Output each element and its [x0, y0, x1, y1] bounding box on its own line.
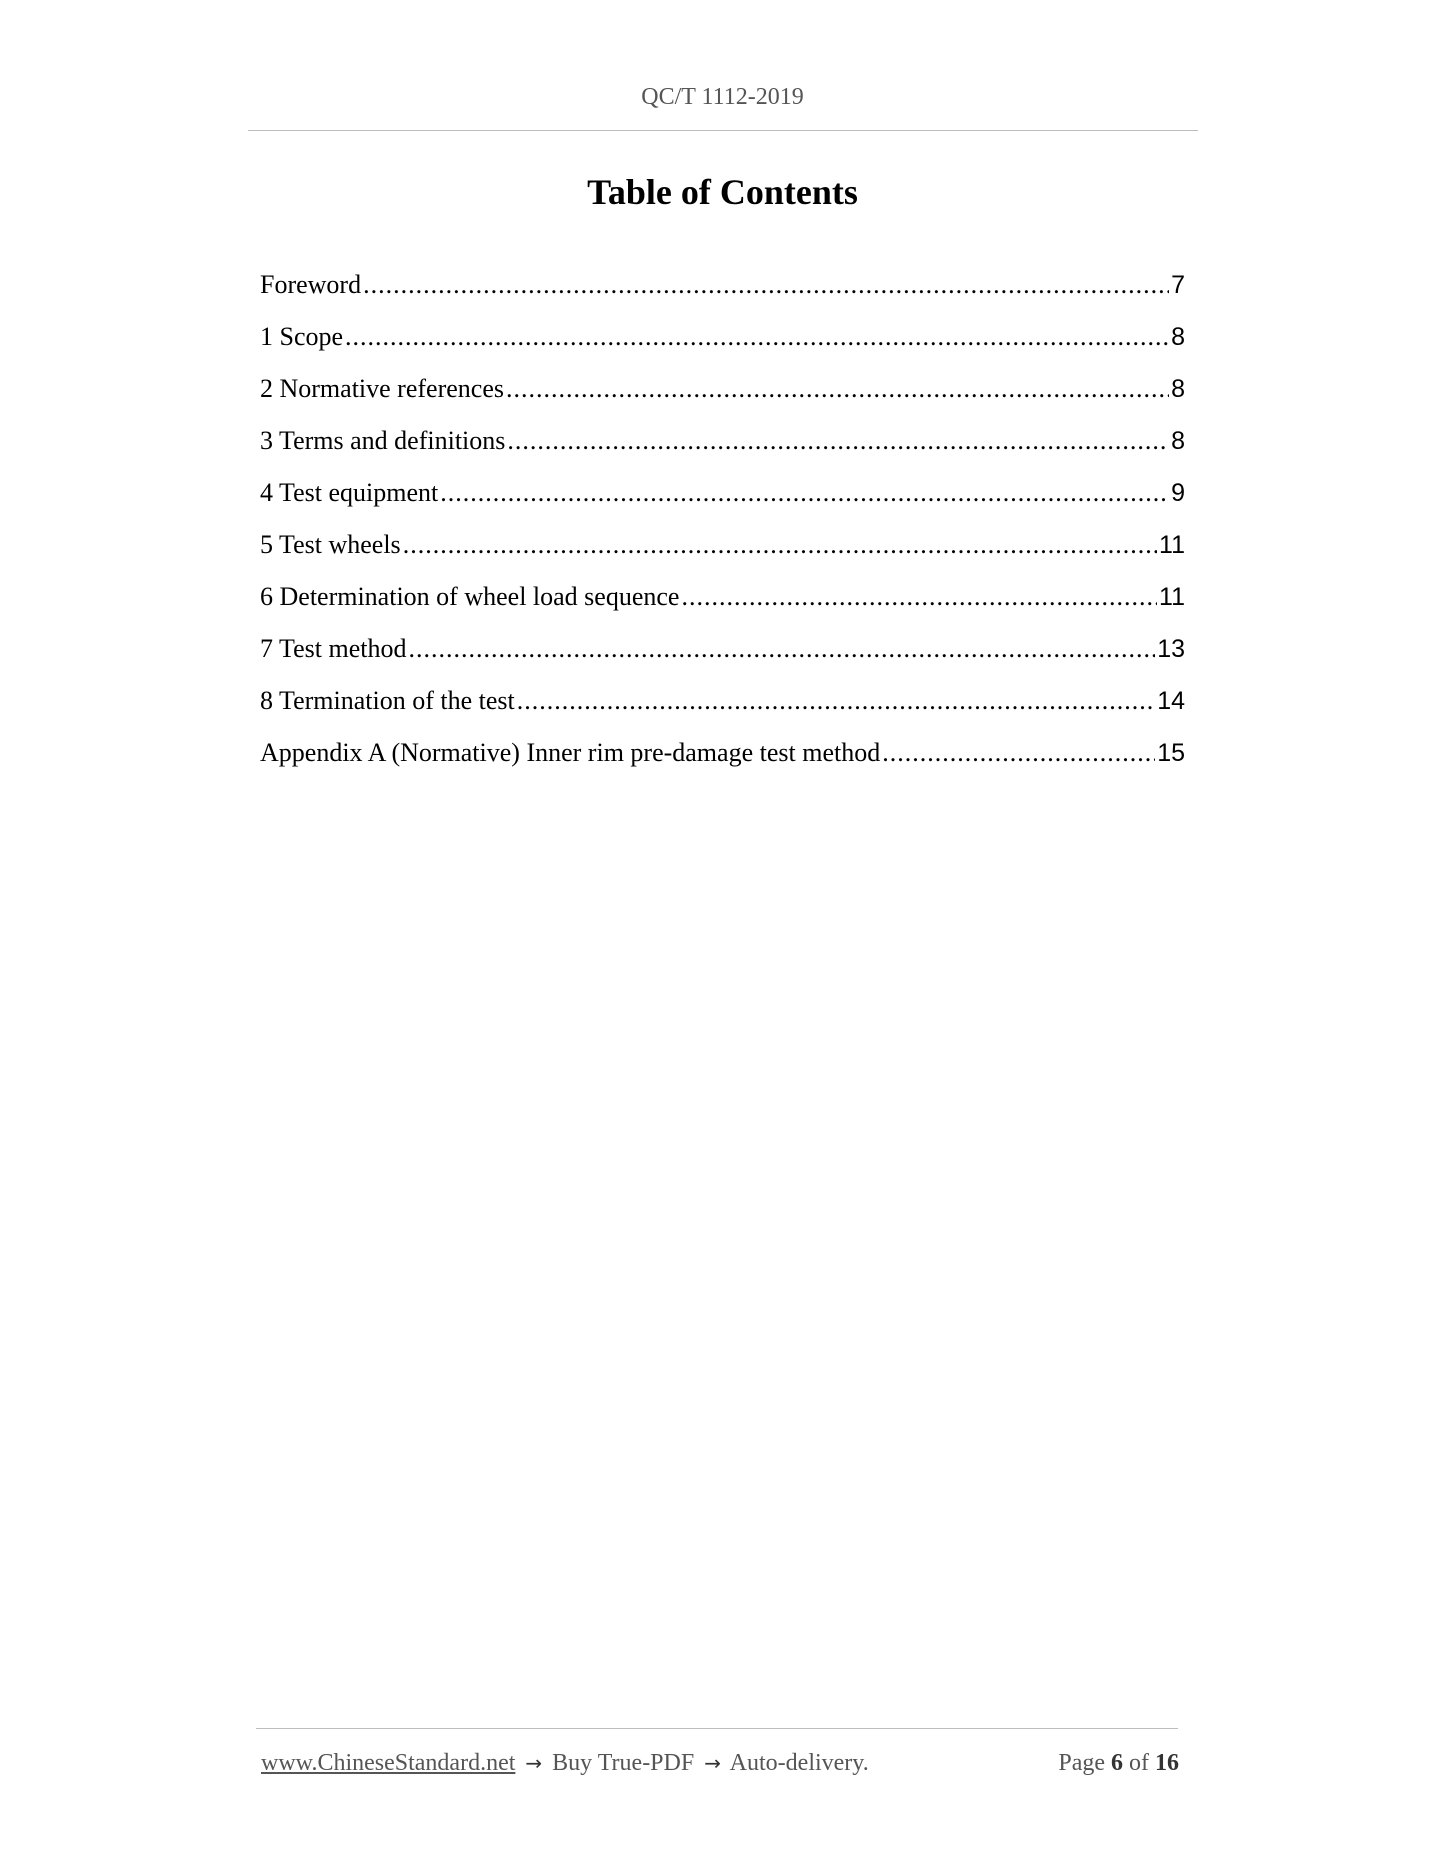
site-link[interactable]: www.ChineseStandard.net: [261, 1750, 516, 1776]
toc-dot-leader: [408, 634, 1155, 664]
toc-entry-page: 8: [1171, 323, 1185, 351]
arrow-right-icon: →: [525, 1751, 543, 1775]
page-indicator: [1058, 1750, 1179, 1777]
toc-entry[interactable]: [260, 686, 1185, 738]
toc-entry-label: 6 Determination of wheel load sequence: [260, 582, 680, 611]
toc-entry[interactable]: [260, 478, 1185, 530]
toc-dot-leader: [345, 322, 1169, 352]
toc-entry-label: Appendix A (Normative) Inner rim pre-damage test method: [260, 738, 881, 767]
running-header: QC/T 1112-2019: [641, 84, 804, 110]
arrow-right-icon: →: [704, 1751, 721, 1775]
toc-entry-label: 5 Test wheels: [260, 530, 401, 559]
toc-entry-page: 14: [1157, 687, 1185, 715]
buy-text: Buy True-PDF: [552, 1750, 695, 1776]
toc-dot-leader: [681, 582, 1157, 612]
toc-entry-label: 1 Scope: [260, 322, 344, 351]
delivery-text: Auto-delivery.: [729, 1750, 869, 1776]
toc-list: [260, 270, 1185, 790]
page-title: Table of Contents: [587, 172, 858, 212]
toc-entry-page: 11: [1159, 583, 1185, 611]
toc-entry[interactable]: [260, 270, 1185, 322]
toc-entry[interactable]: [260, 322, 1185, 374]
toc-entry-page: 11: [1159, 531, 1185, 559]
toc-dot-leader: [506, 374, 1169, 404]
of-word: of: [1129, 1750, 1149, 1776]
toc-entry[interactable]: [260, 374, 1185, 426]
page-word: Page: [1058, 1750, 1105, 1776]
toc-entry-page: 8: [1171, 427, 1185, 455]
current-page-number: 6: [1111, 1750, 1123, 1776]
toc-dot-leader: [440, 478, 1169, 508]
header-divider: [248, 130, 1198, 131]
toc-dot-leader: [882, 738, 1155, 768]
toc-dot-leader: [507, 426, 1169, 456]
toc-dot-leader: [363, 270, 1169, 300]
toc-entry-page: 15: [1157, 739, 1185, 767]
footer-divider: [256, 1728, 1178, 1729]
toc-entry[interactable]: [260, 530, 1185, 582]
toc-entry-label: 8 Termination of the test: [260, 686, 515, 715]
toc-entry-page: 13: [1157, 635, 1185, 663]
toc-entry[interactable]: [260, 738, 1185, 790]
total-pages-number: 16: [1155, 1750, 1179, 1776]
toc-entry-page: 9: [1171, 479, 1185, 507]
toc-entry-page: 7: [1171, 271, 1185, 299]
toc-entry[interactable]: [260, 634, 1185, 686]
toc-entry-label: Foreword: [260, 270, 362, 299]
toc-entry-label: 3 Terms and definitions: [260, 426, 506, 455]
toc-entry-label: 4 Test equipment: [260, 478, 439, 507]
toc-entry-label: 7 Test method: [260, 634, 407, 663]
footer-promo: [261, 1750, 869, 1777]
toc-dot-leader: [403, 530, 1157, 560]
toc-entry-label: 2 Normative references: [260, 374, 504, 403]
toc-entry-page: 8: [1171, 375, 1185, 403]
toc-entry[interactable]: [260, 426, 1185, 478]
toc-entry[interactable]: [260, 582, 1185, 634]
toc-dot-leader: [517, 686, 1155, 716]
